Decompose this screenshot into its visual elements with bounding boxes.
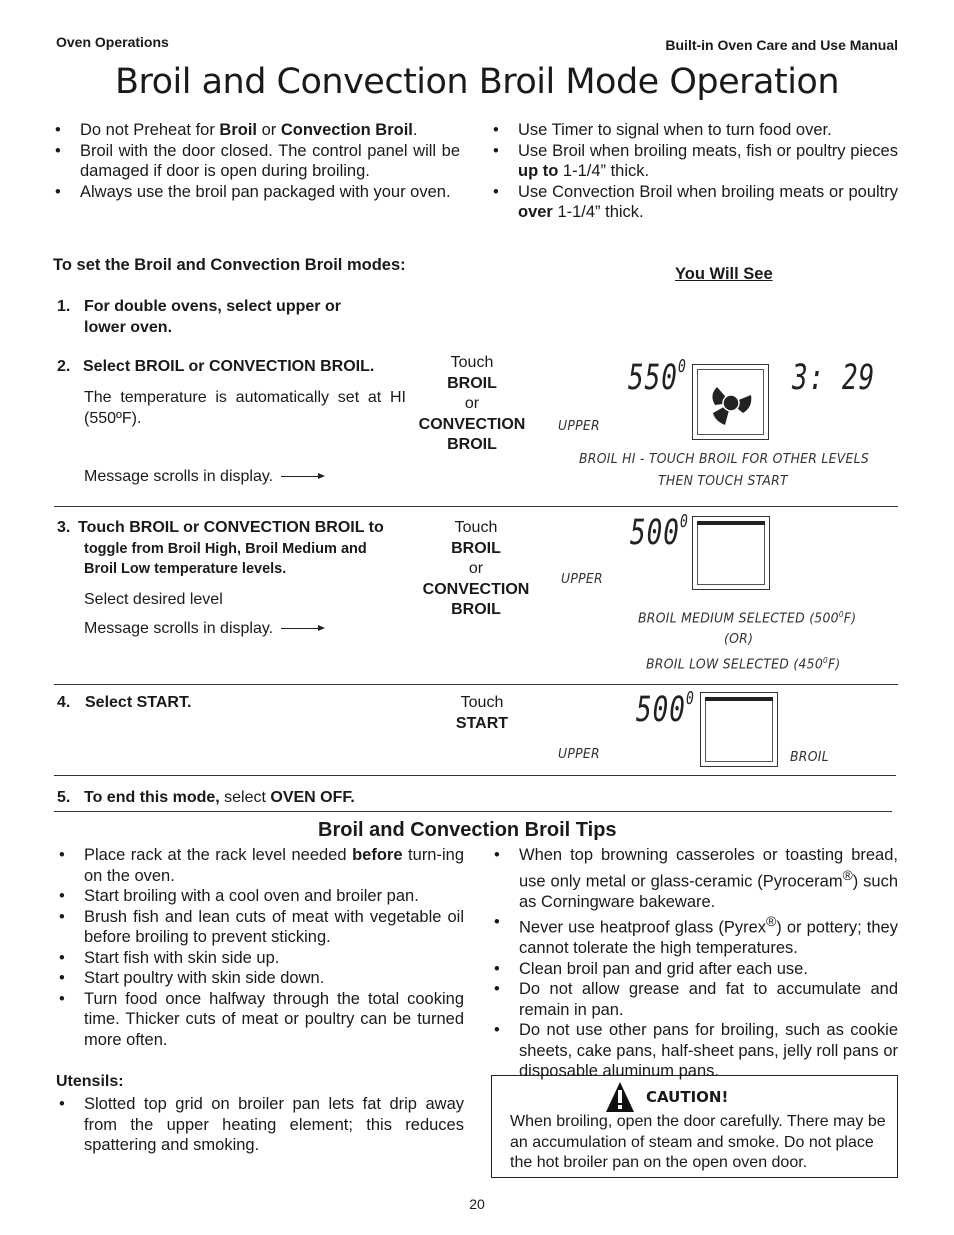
step-text: select bbox=[219, 789, 271, 806]
step-3-touch bbox=[408, 518, 544, 621]
step-2-scroll-note bbox=[84, 467, 323, 488]
message-text: BROIL MEDIUM SELECTED (500 bbox=[638, 610, 839, 627]
display-message-line3 bbox=[646, 656, 841, 673]
manual-title: Built-in Oven Care and Use Manual bbox=[665, 37, 898, 53]
display-message-line2: THEN TOUCH START bbox=[658, 473, 788, 489]
degree-symbol: 0 bbox=[686, 689, 694, 710]
step-2 bbox=[57, 358, 375, 376]
list-item: • Always use the broil pan packaged with your oven. bbox=[52, 182, 460, 203]
divider bbox=[54, 775, 896, 776]
display-temperature: 550 bbox=[628, 358, 678, 399]
step-number: 2. bbox=[57, 358, 71, 375]
list-item: • Broil with the door closed. The control panel will be damaged if door is open during broiling. bbox=[52, 141, 460, 182]
broil-key-label: BROIL bbox=[451, 539, 501, 557]
utensils-list bbox=[56, 1094, 464, 1156]
tips-right-list bbox=[491, 845, 898, 1082]
scroll-note-text: Message scrolls in display. bbox=[84, 468, 274, 485]
touch-label: Touch bbox=[454, 519, 498, 536]
message-text: F) bbox=[843, 610, 857, 627]
degree-symbol: 0 bbox=[838, 610, 844, 619]
step-3-scroll-note bbox=[84, 619, 323, 640]
divider bbox=[54, 506, 898, 507]
list-item: • When top browning casseroles or toasting bread, use only metal or glass-ceramic (Pyroceram®) such as Corningware bakeware. bbox=[491, 845, 898, 912]
step-3-sub2: Broil Low temperature levels. bbox=[84, 561, 287, 577]
or-label: or bbox=[464, 395, 480, 412]
start-key-label: START bbox=[455, 714, 509, 732]
list-item: • Use Convection Broil when broiling meats or poultry over 1-1/4” thick. bbox=[490, 182, 898, 223]
convection-key-label: CONVECTION bbox=[422, 580, 530, 598]
step-5 bbox=[57, 788, 355, 809]
step-2-description: The temperature is automatically set at HI (550ºF). bbox=[84, 389, 406, 427]
broil-key-label: BROIL bbox=[447, 374, 497, 392]
oven-window-frame bbox=[697, 521, 765, 585]
list-item: • Slotted top grid on broiler pan lets fat drip away from the upper heating element; this reduces spattering and smoking. bbox=[56, 1094, 464, 1156]
message-text: BROIL LOW SELECTED (450 bbox=[646, 656, 824, 673]
intro-right-list bbox=[490, 120, 898, 223]
degree-symbol: 0 bbox=[823, 656, 828, 665]
step-number: 4. bbox=[57, 694, 71, 711]
arrow-right-icon bbox=[281, 628, 323, 629]
intro-left-list bbox=[52, 120, 460, 202]
list-item: • Do not use other pans for broiling, such as cookie sheets, cake pans, half-sheet pans, jelly roll pans or disposable aluminum pans. bbox=[491, 1020, 898, 1082]
step-2-touch bbox=[404, 353, 540, 456]
caution-box bbox=[491, 1075, 898, 1178]
page-number: 20 bbox=[469, 1196, 485, 1212]
tips-left-list bbox=[56, 845, 464, 1050]
oven-window-broil bbox=[700, 692, 778, 767]
list-item: • Never use heatproof glass (Pyrex®) or pottery; they cannot tolerate the high temperatures. bbox=[491, 912, 898, 959]
display-message-line1: BROIL HI - TOUCH BROIL FOR OTHER LEVELS bbox=[579, 451, 870, 467]
display-oven-label: UPPER bbox=[558, 418, 600, 434]
degree-symbol: 0 bbox=[680, 512, 688, 533]
degree-symbol: 0 bbox=[678, 357, 686, 378]
oven-off-key-label: OVEN OFF. bbox=[270, 789, 355, 806]
divider bbox=[54, 811, 892, 812]
step-number: 5. bbox=[57, 789, 71, 806]
step-3 bbox=[57, 519, 384, 537]
list-item: • Clean broil pan and grid after each use. bbox=[491, 959, 898, 980]
list-item: • Start fish with skin side up. bbox=[56, 948, 464, 969]
message-text: F) bbox=[827, 656, 841, 673]
oven-window-convection bbox=[692, 364, 769, 440]
display-temperature: 500 bbox=[630, 513, 680, 554]
or-label: or bbox=[468, 560, 484, 577]
step-text: For double ovens, select upper or bbox=[84, 298, 341, 315]
step-3-sub1: toggle from Broil High, Broil Medium and bbox=[84, 541, 367, 557]
list-item: • Start poultry with skin side down. bbox=[56, 968, 464, 989]
section-label: Oven Operations bbox=[56, 34, 169, 50]
convection-key-label: CONVECTION bbox=[418, 415, 526, 433]
utensils-title: Utensils: bbox=[56, 1073, 124, 1090]
touch-label: Touch bbox=[450, 354, 494, 371]
caution-text: When broiling, open the door carefully. There may be an accumulation of steam and smoke. Do not place the hot broiler pan on the open oven door. bbox=[510, 1113, 886, 1171]
oven-window-broil bbox=[692, 516, 770, 590]
broil-element-icon bbox=[705, 697, 773, 701]
step-3-select-level: Select desired level bbox=[84, 591, 223, 608]
list-item: • Turn food once halfway through the total cooking time. Thicker cuts of meat or poultry can be turned more often. bbox=[56, 989, 464, 1051]
scroll-note-text: Message scrolls in display. bbox=[84, 620, 274, 637]
steps-heading: To set the Broil and Convection Broil modes: bbox=[53, 256, 406, 274]
list-item: • Use Timer to signal when to turn food over. bbox=[490, 120, 898, 141]
list-item: • Do not Preheat for Broil or Convection Broil. bbox=[52, 120, 460, 141]
step-number: 3. bbox=[57, 519, 71, 536]
display-time: 3: 29 bbox=[792, 358, 876, 399]
step-number: 1. bbox=[57, 298, 71, 315]
step-text: Touch BROIL or CONVECTION BROIL to bbox=[78, 519, 384, 536]
you-will-see-heading: You Will See bbox=[675, 265, 773, 283]
convection-key-label: BROIL bbox=[447, 436, 497, 453]
step-4-touch bbox=[414, 693, 550, 734]
list-item: • Place rack at the rack level needed before turn-ing on the oven. bbox=[56, 845, 464, 886]
broil-element-icon bbox=[697, 521, 765, 525]
oven-window-frame bbox=[705, 697, 773, 762]
step-text: lower oven. bbox=[84, 319, 173, 336]
display-mode-label: BROIL bbox=[790, 749, 829, 765]
display-message-line2: (OR) bbox=[724, 631, 754, 647]
display-message-line1 bbox=[638, 610, 856, 627]
convection-fan-icon bbox=[703, 375, 759, 431]
touch-label: Touch bbox=[460, 694, 504, 711]
caution-title: CAUTION! bbox=[646, 1088, 729, 1106]
step-text: Select BROIL or CONVECTION BROIL. bbox=[83, 358, 375, 375]
step-1 bbox=[57, 296, 341, 336]
list-item: • Start broiling with a cool oven and broiler pan. bbox=[56, 886, 464, 907]
step-text: To end this mode, bbox=[84, 789, 220, 806]
warning-icon bbox=[605, 1081, 635, 1113]
step-4 bbox=[57, 694, 192, 712]
arrow-right-icon bbox=[281, 476, 323, 477]
step-text: Select START. bbox=[85, 694, 192, 711]
display-temperature: 500 bbox=[636, 690, 686, 731]
display-oven-label: UPPER bbox=[558, 746, 600, 762]
display-oven-label: UPPER bbox=[561, 571, 603, 587]
tips-title: Broil and Convection Broil Tips bbox=[318, 819, 617, 841]
page-title: Broil and Convection Broil Mode Operation bbox=[114, 62, 840, 102]
list-item: • Do not allow grease and fat to accumulate and remain in pan. bbox=[491, 979, 898, 1020]
list-item: • Brush fish and lean cuts of meat with vegetable oil before broiling to prevent sticking. bbox=[56, 907, 464, 948]
list-item: • Use Broil when broiling meats, fish or poultry pieces up to 1-1/4” thick. bbox=[490, 141, 898, 182]
divider bbox=[54, 684, 898, 685]
convection-key-label: BROIL bbox=[451, 601, 501, 618]
